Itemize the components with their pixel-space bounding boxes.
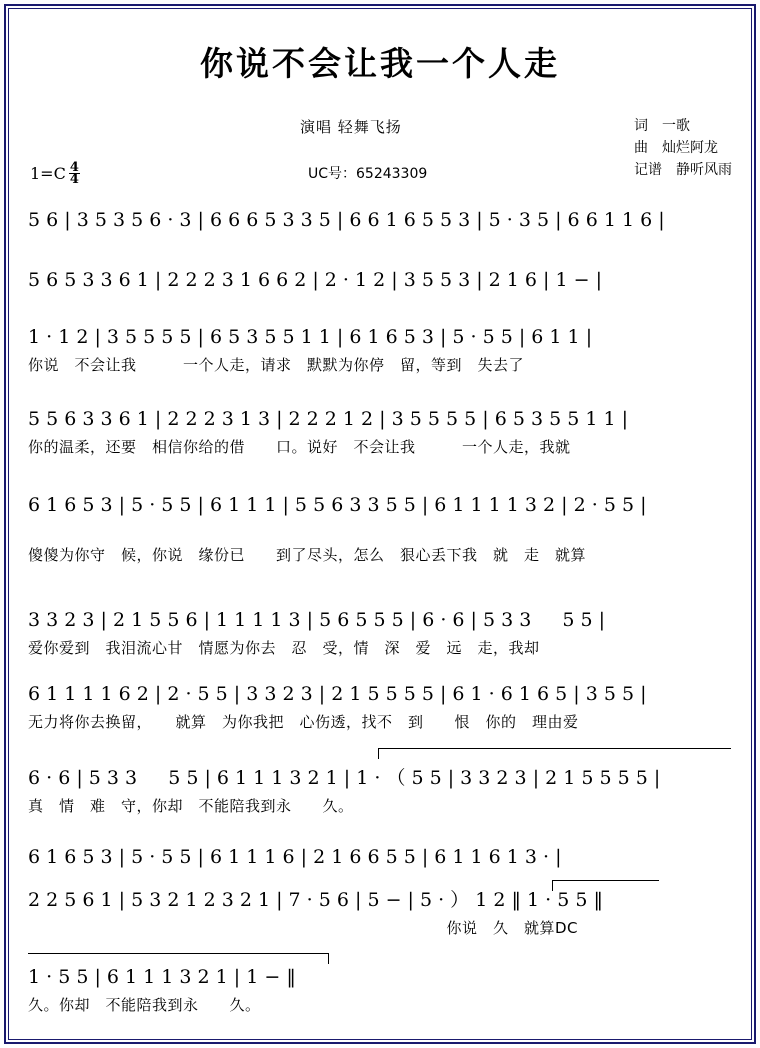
notation-line: 1 · 5 5 | 6 1 1 1 3 2 1 | 1 − ‖ <box>28 966 296 988</box>
credit-composer: 曲 灿烂阿龙 <box>634 140 718 156</box>
credit-transcriber: 记谱 静听风雨 <box>634 162 732 178</box>
lyric-line: 你的温柔，还要 相信你给的借 口。说好 不会让我 一个人走，我就 <box>28 438 571 456</box>
time-signature-numerator: 4 <box>69 160 79 175</box>
music-system <box>28 842 732 872</box>
singer-credit: 演唱 轻舞飞扬 <box>300 118 402 136</box>
lyric-line: 傻傻为你守 候，你说 缘份已 到了尽头，怎么 狠心丢下我 就 走 就算 <box>28 546 587 564</box>
time-signature-denominator: 4 <box>69 172 79 187</box>
notation-line: 6 1 1 1 1 6 2 | 2 · 5 5 | 3 3 2 3 | 2 1 5 5 5 5 | 6 1 · 6 1 6 5 | 3 5 5 | <box>28 683 647 705</box>
key-signature <box>30 162 80 185</box>
notation-line: 5 5 6 3 3 6 1 | 2 2 2 3 1 3 | 2 2 2 1 2 | 3 5 5 5 5 | 6 5 3 5 5 1 1 | <box>28 408 629 430</box>
ending-return-bracket <box>28 953 329 964</box>
credit-lyricist: 词 一歌 <box>634 118 690 134</box>
notation-line: 6 · 6 | 5 3 3 5 5 | 6 1 1 1 3 2 1 | 1 · （ 5 5 | 3 3 2 3 | 2 1 5 5 5 5 | <box>28 767 661 789</box>
notation-line: 1 · 1 2 | 3 5 5 5 5 | 6 5 3 5 5 1 1 | 6 1 6 5 3 | 5 · 5 5 | 6 1 1 | <box>28 326 593 348</box>
lyric-line <box>28 295 732 321</box>
time-signature <box>69 162 80 185</box>
notation-line: 3 3 2 3 | 2 1 5 5 6 | 1 1 1 1 3 | 5 6 5 5 5 | 6 · 6 | 5 3 3 5 5 | <box>28 609 606 631</box>
music-system <box>28 265 732 321</box>
credits-block <box>634 115 732 181</box>
music-system <box>28 885 732 941</box>
music-system <box>28 404 732 460</box>
lyric-line: 你说 不会让我 一个人走，请求 默默为你停 留，等到 失去了 <box>28 356 525 374</box>
music-system <box>28 205 732 261</box>
music-system <box>28 322 732 378</box>
music-system <box>28 679 732 735</box>
lyric-line: 爱你爱到 我泪流心甘 情愿为你去 忍 受，情 深 爱 远 走，我却 <box>28 639 540 657</box>
lyric-line: 久。你却 不能陪我到永 久。 <box>28 996 261 1014</box>
second-ending-bracket <box>552 880 659 891</box>
key-label: 1=C <box>30 164 66 183</box>
first-ending-bracket <box>378 748 731 759</box>
uc-number: UC号：65243309 <box>308 166 428 182</box>
notation-line: 5 6 5 3 3 6 1 | 2 2 2 3 1 6 6 2 | 2 · 1 2 | 3 5 5 3 | 2 1 6 | 1 − | <box>28 269 602 291</box>
notation-line: 2 2 5 6 1 | 5 3 2 1 2 3 2 1 | 7 · 5 6 | 5 − | 5 · ） 1 2 ‖ 1 · 5 5 ‖ <box>28 889 603 911</box>
lyric-line <box>28 235 732 261</box>
notation-line: 6 1 6 5 3 | 5 · 5 5 | 6 1 1 1 6 | 2 1 6 6 5 5 | 6 1 1 6 1 3 · | <box>28 846 562 868</box>
lyric-line: 真 情 难 守，你却 不能陪我到永 久。 <box>28 797 354 815</box>
lyric-line: 你说 久 就算DC <box>28 919 579 937</box>
music-system <box>28 763 732 819</box>
page-title: 你说不会让我一个人走 <box>200 44 560 83</box>
music-system <box>28 605 732 661</box>
music-system <box>28 962 732 1018</box>
lyric-line: 无力将你去换留， 就算 为你我把 心伤透，找不 到 恨 你的 理由爱 <box>28 713 579 731</box>
notation-line: 5 6 | 3 5 3 5 6 · 3 | 6 6 6 5 3 3 5 | 6 6 1 6 5 5 3 | 5 · 3 5 | 6 6 1 1 6 | <box>28 209 665 231</box>
music-system <box>28 490 732 568</box>
notation-line: 6 1 6 5 3 | 5 · 5 5 | 6 1 1 1 | 5 5 6 3 3 5 5 | 6 1 1 1 1 3 2 | 2 · 5 5 | <box>28 494 647 516</box>
